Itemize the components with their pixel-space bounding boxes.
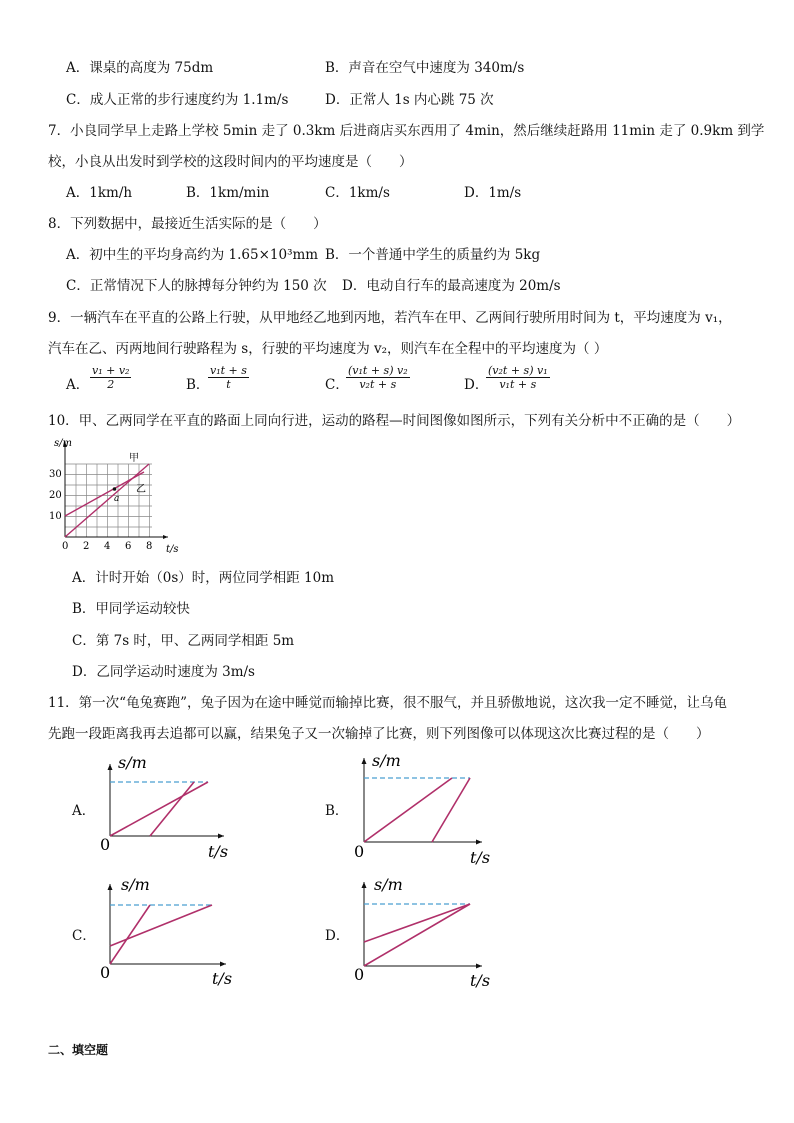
q8-option-d: D．电动自行车的最高速度为 20m/s <box>342 278 561 294</box>
q9-fraction-d <box>486 364 550 391</box>
q9-label-c: C． <box>325 377 349 393</box>
q9-fraction-c-den: v₂t + s <box>359 378 397 391</box>
q6-option-a: A．课桌的高度为 75dm <box>66 60 214 76</box>
q10-point-a <box>113 487 117 491</box>
section-heading: 二、填空题 <box>48 1043 109 1057</box>
q7-option-c: C．1km/s <box>325 185 390 201</box>
q10-option-c: C．第 7s 时，甲、乙两同学相距 5m <box>72 633 295 649</box>
y-axis-arrow <box>362 882 367 888</box>
rabbit-line <box>150 782 194 836</box>
q10-option-d: D．乙同学运动时速度为 3m/s <box>72 664 255 680</box>
q10-line-yi <box>65 472 144 516</box>
q10-option-a: A．计时开始（0s）时，两位同学相距 10m <box>72 570 335 586</box>
q9-fraction-c-num: (v₁t + s) v₂ <box>348 364 408 377</box>
xlabel: t/s <box>212 969 233 988</box>
q9-fraction-b <box>208 364 249 391</box>
origin-label: 0 <box>100 835 111 854</box>
x-axis-arrow <box>163 535 168 539</box>
q9-stem-line2: 汽车在乙、丙两地间行驶路程为 s，行驶的平均速度为 v₂，则汽车在全程中的平均速度为（ ） <box>48 341 608 357</box>
q11-graph-a <box>96 750 246 862</box>
q8-option-a: A．初中生的平均身高约为 1.65×10³mm <box>66 247 319 263</box>
q10-label-jia: 甲 <box>129 453 139 464</box>
q11-label-d: D． <box>325 928 350 944</box>
q9-fraction-a <box>90 364 131 391</box>
q9-fraction-d-num: (v₂t + s) v₁ <box>488 364 548 377</box>
xlabel: t/s <box>470 971 491 990</box>
origin-label: 0 <box>354 965 365 984</box>
q10-ylabel: s/m <box>54 438 72 449</box>
tortoise-line <box>364 778 452 842</box>
origin-label: 0 <box>354 842 365 861</box>
ylabel: s/m <box>118 753 147 772</box>
q9-stem-line1: 9．一辆汽车在平直的公路上行驶，从甲地经乙地到丙地，若汽车在甲、乙两间行驶所用时间为 t，平均速度为 v₁， <box>48 310 732 326</box>
rabbit-line <box>110 905 150 964</box>
q8-stem: 8．下列数据中，最接近生活实际的是（ ） <box>48 216 327 232</box>
q9-fraction-b-num: v₁t + s <box>210 364 247 377</box>
q10-label-a: a <box>114 494 120 504</box>
tortoise-line <box>364 904 470 942</box>
q9-fraction-c <box>346 364 410 391</box>
q10-ytick-20: 20 <box>49 490 62 501</box>
q9-fraction-b-den: t <box>226 378 231 391</box>
q8-option-c: C．正常情况下人的脉搏每分钟约为 150 次 <box>66 278 327 294</box>
q7-stem-line2: 校，小良从出发时到学校的这段时间内的平均速度是（ ） <box>48 154 413 170</box>
xlabel: t/s <box>208 842 229 861</box>
q10-option-b: B．甲同学运动较快 <box>72 601 190 617</box>
q6-option-d: D．正常人 1s 内心跳 75 次 <box>325 92 494 108</box>
origin-label: 0 <box>100 963 111 982</box>
q9-fraction-d-den: v₁t + s <box>499 378 537 391</box>
q9-label-a: A． <box>66 377 90 393</box>
q10-stem: 10．甲、乙两同学在平直的路面上同向行进，运动的路程—时间图像如图所示，下列有关分析中不正确的是（ ） <box>48 413 741 429</box>
q7-option-d: D．1m/s <box>464 185 522 201</box>
q11-graph-c <box>96 872 246 988</box>
y-axis-arrow <box>108 884 113 890</box>
q10-graph <box>44 432 184 558</box>
q8-option-b: B．一个普通中学生的质量约为 5kg <box>325 247 541 263</box>
x-axis-arrow <box>220 962 226 967</box>
tortoise-line <box>110 782 208 836</box>
x-axis-arrow <box>476 964 482 969</box>
q11-label-a: A． <box>72 803 96 819</box>
q10-xtick-8: 8 <box>146 541 153 552</box>
q7-option-b: B．1km/min <box>186 185 270 201</box>
q10-label-yi: 乙 <box>136 484 146 495</box>
q11-label-c: C． <box>72 928 96 944</box>
ylabel: s/m <box>372 751 401 770</box>
q7-stem-line1: 7．小良同学早上走路上学校 5min 走了 0.3km 后进商店买东西用了 4min，然后继续赶路用 11min 走了 0.9km 到学 <box>48 123 765 139</box>
xlabel: t/s <box>470 848 491 867</box>
q10-xtick-0: 0 <box>62 541 69 552</box>
x-axis-arrow <box>218 834 224 839</box>
y-axis-arrow <box>362 758 367 764</box>
y-axis-arrow <box>108 764 113 770</box>
q11-label-b: B． <box>325 803 349 819</box>
q10-xtick-6: 6 <box>125 541 132 552</box>
q11-graph-b <box>350 750 500 868</box>
q7-option-a: A．1km/h <box>66 185 133 201</box>
q10-xtick-2: 2 <box>83 541 90 552</box>
ylabel: s/m <box>374 875 403 894</box>
q9-label-d: D． <box>464 377 489 393</box>
q11-graph-d <box>350 872 500 990</box>
q10-ytick-30: 30 <box>49 469 62 480</box>
q9-fraction-a-num: v₁ + v₂ <box>92 364 130 377</box>
q10-line-jia <box>65 464 149 537</box>
q9-fraction-a-den: 2 <box>107 378 115 391</box>
q9-label-b: B． <box>186 377 210 393</box>
q6-option-c: C．成人正常的步行速度约为 1.1m/s <box>66 92 289 108</box>
q10-ytick-10: 10 <box>49 511 62 522</box>
rabbit-line <box>364 904 470 966</box>
ylabel: s/m <box>121 875 150 894</box>
q6-option-b: B．声音在空气中速度为 340m/s <box>325 60 525 76</box>
tortoise-line <box>110 905 212 946</box>
x-axis-arrow <box>476 840 482 845</box>
q11-stem-line2: 先跑一段距离我再去追都可以赢，结果兔子又一次输掉了比赛，则下列图像可以体现这次比赛过程的是（ ） <box>48 726 710 742</box>
q10-xtick-4: 4 <box>104 541 111 552</box>
q10-xlabel: t/s <box>166 544 179 555</box>
q11-stem-line1: 11．第一次“龟兔赛跑”，兔子因为在途中睡觉而输掉比赛，很不服气，并且骄傲地说，这次我一定不睡觉，让乌龟 <box>48 695 727 711</box>
